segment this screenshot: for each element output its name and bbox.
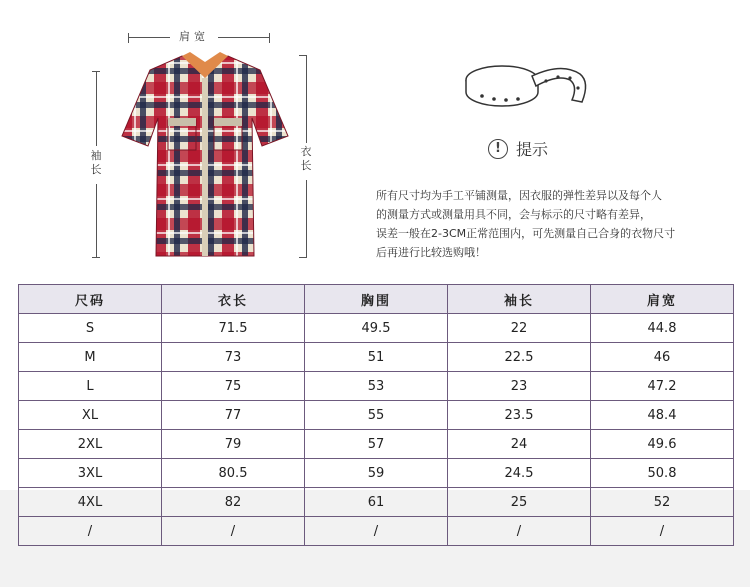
- tip-line: 的测量方式或测量用具不同，会与标示的尺寸略有差异，: [376, 208, 651, 221]
- exclamation-icon: !: [488, 139, 508, 159]
- cell-chest: 53: [305, 372, 448, 401]
- tip-text: [376, 186, 696, 262]
- sleeve-label: 袖长: [90, 149, 102, 176]
- shoulder-label: 肩宽: [179, 30, 209, 43]
- plaid-shirt-image: [120, 48, 290, 260]
- table-row: [19, 343, 734, 372]
- shoulder-tick-left: [128, 33, 129, 43]
- shoulder-tick-right: [269, 33, 270, 43]
- length-line-bottom: [306, 180, 307, 257]
- shoulder-line-left: [128, 37, 170, 38]
- cell-shoulder: 49.6: [591, 430, 734, 459]
- cell-length: /: [162, 517, 305, 546]
- table-row: [19, 488, 734, 517]
- table-row: [19, 430, 734, 459]
- measuring-tape-icon: [462, 56, 592, 112]
- cell-chest: 61: [305, 488, 448, 517]
- tip-header: [488, 137, 548, 160]
- shoulder-line-right: [218, 37, 270, 38]
- table-row: [19, 401, 734, 430]
- cell-sleeve: /: [448, 517, 591, 546]
- cell-sleeve: 24.5: [448, 459, 591, 488]
- length-line-top: [306, 55, 307, 143]
- cell-length: 82: [162, 488, 305, 517]
- cell-size: /: [19, 517, 162, 546]
- cell-sleeve: 22.5: [448, 343, 591, 372]
- tip-title: 提示: [516, 140, 549, 159]
- cell-length: 71.5: [162, 314, 305, 343]
- cell-chest: 49.5: [305, 314, 448, 343]
- tip-line: 后再进行比较选购哦！: [376, 246, 486, 259]
- cell-shoulder: 52: [591, 488, 734, 517]
- table-row: [19, 372, 734, 401]
- cell-shoulder: 46: [591, 343, 734, 372]
- cell-sleeve: 25: [448, 488, 591, 517]
- header-length: 衣长: [162, 285, 305, 314]
- cell-shoulder: 48.4: [591, 401, 734, 430]
- cell-shoulder: 47.2: [591, 372, 734, 401]
- cell-length: 73: [162, 343, 305, 372]
- cell-sleeve: 22: [448, 314, 591, 343]
- sleeve-tick-bottom: [92, 257, 100, 258]
- sleeve-line-bottom: [96, 184, 97, 257]
- cell-size: S: [19, 314, 162, 343]
- cell-sleeve: 23: [448, 372, 591, 401]
- cell-size: 4XL: [19, 488, 162, 517]
- cell-sleeve: 24: [448, 430, 591, 459]
- cell-chest: 59: [305, 459, 448, 488]
- table-row: [19, 459, 734, 488]
- cell-chest: /: [305, 517, 448, 546]
- cell-size: XL: [19, 401, 162, 430]
- header-shoulder: 肩宽: [591, 285, 734, 314]
- tip-line: 所有尺寸均为手工平铺测量，因衣服的弹性差异以及每个人: [376, 189, 662, 202]
- cell-length: 77: [162, 401, 305, 430]
- cell-shoulder: 44.8: [591, 314, 734, 343]
- size-table: [18, 284, 734, 546]
- cell-length: 75: [162, 372, 305, 401]
- cell-shoulder: 50.8: [591, 459, 734, 488]
- cell-size: 2XL: [19, 430, 162, 459]
- table-header-row: [19, 285, 734, 314]
- cell-size: 3XL: [19, 459, 162, 488]
- cell-length: 80.5: [162, 459, 305, 488]
- cell-sleeve: 23.5: [448, 401, 591, 430]
- header-chest: 胸围: [305, 285, 448, 314]
- cell-chest: 51: [305, 343, 448, 372]
- cell-shoulder: /: [591, 517, 734, 546]
- cell-size: L: [19, 372, 162, 401]
- length-label: 衣长: [300, 145, 312, 172]
- cell-chest: 55: [305, 401, 448, 430]
- sleeve-line-top: [96, 71, 97, 146]
- length-tick-bottom: [299, 257, 307, 258]
- tip-line: 误差一般在2-3CM正常范围内，可先测量自己合身的衣物尺寸: [376, 227, 676, 240]
- table-row: [19, 314, 734, 343]
- cell-chest: 57: [305, 430, 448, 459]
- header-size: 尺码: [19, 285, 162, 314]
- cell-length: 79: [162, 430, 305, 459]
- cell-size: M: [19, 343, 162, 372]
- table-row: [19, 517, 734, 546]
- header-sleeve: 袖长: [448, 285, 591, 314]
